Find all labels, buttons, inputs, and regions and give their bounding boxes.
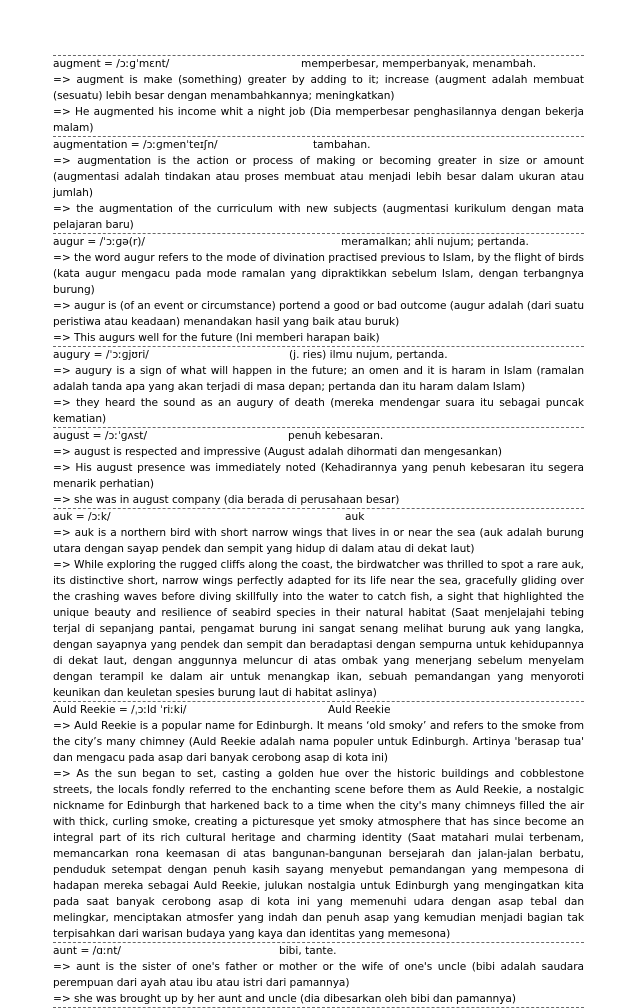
entry-augur bbox=[53, 233, 584, 346]
definition-line: => augury is a sign of what will happen in the future; an omen and it is haram in Islam (ramalan adalah tanda apa yang akan terjadi di masa depan; pertanda dan itu haram dalam Islam) bbox=[53, 365, 584, 393]
example-line: => the augmentation of the curriculum with new subjects (augmentasi kurikulum dengan mata pelajaran baru) bbox=[53, 203, 584, 231]
headword: Auld Reekie = /ˌɔːld ˈriːki/ bbox=[53, 704, 187, 716]
entry-header bbox=[53, 234, 584, 250]
entry-aunt bbox=[53, 942, 584, 1008]
definition-line: => august is respected and impressive (August adalah dihormati dan mengesankan) bbox=[53, 446, 502, 458]
entry-auk bbox=[53, 508, 584, 701]
meaning: meramalkan; ahli nujum; pertanda. bbox=[341, 236, 529, 248]
entry-header bbox=[53, 137, 584, 153]
entry-auld-reekie bbox=[53, 701, 584, 942]
entry-augmentation bbox=[53, 136, 584, 233]
example-line: => As the sun began to set, casting a golden hue over the historic buildings and cobblestone streets, the locals fondly referred to the enchanting scene before them as Auld Reekie, a nostalgic nickname for Edinburgh that harkened back to a time when the city's many chimneys filled the air with thick, curling smoke, creating a picturesque yet smoky atmosphere that has since become an integral part of its rich cultural heritage and charming identity (Saat matahari mulai terbenam, memancarkan rona keemasan di atas bangunan-bangunan bersejarah dan jalan-jalan berbatu, penduduk setempat dengan penuh kasih sayang menyebut pemandangan yang mempesona di hadapan mereka sebagai Auld Reekie, julukan nostalgia untuk Edinburgh yang mengingatkan kita pada saat banyak cerobong asap di kota ini yang memenuhi udara dengan asap tebal dan melingkar, menciptakan atmosfer yang indah dan penuh asap yang kemudian menjadi bagian tak terpisahkan dari warisan budaya yang kaya dan identitas yang memesona) bbox=[53, 768, 584, 940]
definition-line: => augmentation is the action or process of making or becoming greater in size or amount (augmentasi adalah tindakan atau proses membuat atau menjadi lebih besar dalam ukuran atau jumlah) bbox=[53, 155, 584, 199]
meaning: penuh kebesaran. bbox=[288, 430, 384, 442]
example-line: => His august presence was immediately noted (Kehadirannya yang penuh kebesaran itu segera menarik perhatian) bbox=[53, 462, 584, 490]
meaning: tambahan. bbox=[313, 139, 371, 151]
headword: auk = /ɔːk/ bbox=[53, 511, 111, 523]
headword: augmentation = /ɔːɡmenˈteɪʃn/ bbox=[53, 139, 218, 151]
definition-line: => Auld Reekie is a popular name for Edinburgh. It means ‘old smoky’ and refers to the smoke from the city’s many chimney (Auld Reekie adalah nama populer untuk Edinburgh. Artinya 'berasap tua' dan mengacu pada asap dari banyak cerobong asap di kota ini) bbox=[53, 720, 584, 764]
definition-line: => augur is (of an event or circumstance) portend a good or bad outcome (augur adalah (dari suatu peristiwa atau keadaan) menandakan hasil yang baik atau buruk) bbox=[53, 300, 584, 328]
headword: augury = /ˈɔːɡjʊri/ bbox=[53, 349, 149, 361]
entry-augury bbox=[53, 346, 584, 427]
entry-header bbox=[53, 702, 584, 718]
dictionary-entries bbox=[53, 55, 584, 1008]
example-line: => she was brought up by her aunt and uncle (dia dibesarkan oleh bibi dan pamannya) bbox=[53, 993, 516, 1005]
example-line: => they heard the sound as an augury of death (mereka mendengar suara itu sebagai puncak kematian) bbox=[53, 397, 584, 425]
definition-line: => augment is make (something) greater by adding to it; increase (augment adalah membuat (sesuatu) lebih besar dengan menambahkannya; meningkatkan) bbox=[53, 74, 584, 102]
example-line: => He augmented his income whit a night job (Dia memperbesar penghasilannya dengan bekerja malam) bbox=[53, 106, 584, 134]
meaning: Auld Reekie bbox=[328, 704, 391, 716]
definition-line: => the word augur refers to the mode of divination practised previous to Islam, by the flight of birds (kata augur mengacu pada mode ramalan yang dipraktikkan sebelum Islam, dengan terbangnya burung) bbox=[53, 252, 584, 296]
headword: august = /ɔːˈɡʌst/ bbox=[53, 430, 148, 442]
definition-line: => auk is a northern bird with short narrow wings that lives in or near the sea (auk adalah burung utara dengan sayap pendek dan sempit yang hidup di dalam atau di dekat laut) bbox=[53, 527, 584, 555]
entry-august bbox=[53, 427, 584, 508]
entry-header bbox=[53, 56, 584, 72]
meaning: (j. ries) ilmu nujum, pertanda. bbox=[289, 349, 448, 361]
example-line: => she was in august company (dia berada di perusahaan besar) bbox=[53, 494, 400, 506]
entry-header bbox=[53, 347, 584, 363]
entry-header bbox=[53, 509, 584, 525]
entry-header bbox=[53, 428, 584, 444]
definition-line: => aunt is the sister of one's father or mother or the wife of one's uncle (bibi adalah saudara perempuan dari ayah atau ibu atau istri dari pamannya) bbox=[53, 961, 584, 989]
entry-header bbox=[53, 943, 584, 959]
meaning: auk bbox=[345, 511, 365, 523]
example-line: => While exploring the rugged cliffs along the coast, the birdwatcher was thrilled to spot a rare auk, its distinctive short, narrow wings perfectly adapted for its life near the sea, gracefully gliding over the crashing waves before diving skillfully into the water to catch fish, a sight that highlighted the unique beauty and resilience of seabird species in their natural habitat (Saat menjelajahi tebing terjal di sepanjang pantai, pengamat burung ini sangat senang melihat burung auk yang langka, dengan sayapnya yang pendek dan sempit dan beradaptasi dengan sempurna untuk kehidupannya di dekat laut, dengan anggunnya meluncur di atas ombak yang menerjang sebelum menyelam dengan terampil ke dalam air untuk menangkap ikan, sebuah pemandangan yang menyoroti keunikan dan keuletan spesies burung laut di habitat aslinya) bbox=[53, 559, 584, 699]
meaning: memperbesar, memperbanyak, menambah. bbox=[301, 58, 537, 70]
meaning: bibi, tante. bbox=[279, 945, 337, 957]
headword: aunt = /ɑːnt/ bbox=[53, 945, 121, 957]
entry-augment bbox=[53, 55, 584, 136]
headword: augment = /ɔːɡˈmɛnt/ bbox=[53, 58, 170, 70]
headword: augur = /ˈɔːɡə(r)/ bbox=[53, 236, 145, 248]
example-line: => This augurs well for the future (Ini memberi harapan baik) bbox=[53, 332, 380, 344]
